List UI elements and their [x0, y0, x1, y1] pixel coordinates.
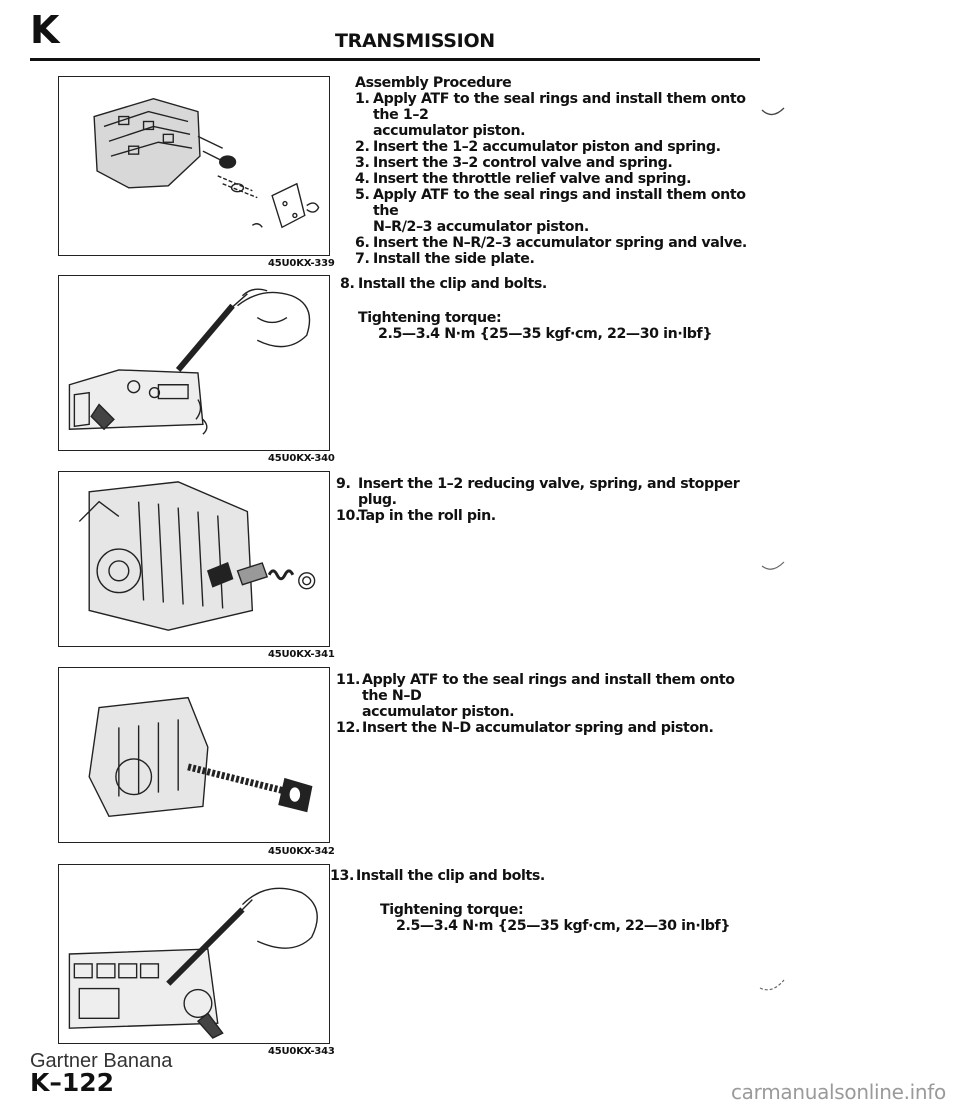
figure-342 — [58, 667, 330, 843]
step-12 — [336, 720, 761, 736]
figure-340-code: 45U0KX-340 — [268, 453, 335, 464]
figure-341-code: 45U0KX-341 — [268, 649, 335, 660]
figure-343 — [58, 864, 330, 1044]
page-number: K–122 — [30, 1068, 115, 1097]
figure-343-code: 45U0KX-343 — [268, 1046, 335, 1057]
step-number: 9. — [336, 476, 351, 492]
margin-mark — [760, 106, 786, 120]
step-11 — [336, 672, 761, 720]
step-number: 11. — [336, 672, 360, 688]
step-number: 4. — [355, 171, 370, 187]
watermark: carmanualsonline.info — [730, 1080, 946, 1104]
step-5 — [355, 187, 765, 235]
step-number: 10. — [336, 508, 360, 524]
step-number: 6. — [355, 235, 370, 251]
figure-340 — [58, 275, 330, 451]
page-title: TRANSMISSION — [335, 30, 495, 52]
torque-value: 2.5—3.4 N·m {25—35 kgf·cm, 22—30 in·lbf} — [378, 326, 713, 342]
margin-mark — [758, 978, 786, 994]
step-number: 5. — [355, 187, 370, 203]
step-text-line: Apply ATF to the seal rings and install them onto the 1–2 — [373, 91, 746, 123]
step-number: 8. — [340, 276, 355, 292]
step-text-line: Install the side plate. — [373, 251, 535, 267]
assembly-steps-list — [355, 91, 765, 267]
step-2 — [355, 139, 765, 155]
section-step-8 — [340, 276, 760, 342]
step-text-line: Insert the N–R/2–3 accumulator spring and valve. — [373, 235, 747, 251]
figure-340-illustration — [59, 276, 329, 450]
step-text: Insert the 1–2 reducing valve, spring, and stopper plug. — [358, 476, 740, 508]
step-number: 7. — [355, 251, 370, 267]
step-text-line: N–R/2–3 accumulator piston. — [373, 219, 589, 235]
header-rule — [30, 58, 760, 61]
figure-341-illustration — [59, 472, 329, 646]
figure-343-illustration — [59, 865, 329, 1043]
step-1 — [355, 91, 765, 139]
step-number: 12. — [336, 720, 360, 736]
figure-342-illustration — [59, 668, 329, 842]
step-10 — [336, 508, 761, 524]
torque-label: Tightening torque: — [358, 310, 502, 326]
step-text-line: Insert the N–D accumulator spring and piston. — [362, 720, 714, 736]
step-text-line: Apply ATF to the seal rings and install them onto the N–D — [362, 672, 735, 704]
figure-339-illustration — [59, 77, 329, 255]
step-7 — [355, 251, 765, 267]
step-text-line: accumulator piston. — [362, 704, 515, 720]
step-text: Install the clip and bolts. — [356, 868, 545, 884]
torque-label: Tightening torque: — [380, 902, 524, 918]
step-text: Install the clip and bolts. — [358, 276, 547, 292]
step-text: Tap in the roll pin. — [358, 508, 496, 524]
step-4 — [355, 171, 765, 187]
step-8 — [340, 276, 760, 292]
figure-342-code: 45U0KX-342 — [268, 846, 335, 857]
margin-mark — [760, 560, 786, 574]
step-text-line: Insert the 3–2 control valve and spring. — [373, 155, 673, 171]
figure-341 — [58, 471, 330, 647]
figure-339-code: 45U0KX-339 — [268, 258, 335, 269]
section-step-13 — [330, 868, 760, 934]
step-number: 1. — [355, 91, 370, 107]
section-steps-9-10 — [336, 476, 761, 524]
step-3 — [355, 155, 765, 171]
step-13 — [330, 868, 760, 884]
step-text-line: accumulator piston. — [373, 123, 526, 139]
assembly-procedure-section — [355, 75, 765, 267]
step-number: 13. — [330, 868, 354, 884]
step-text-line: Apply ATF to the seal rings and install them onto the — [373, 187, 746, 219]
section-letter: K — [30, 8, 60, 52]
steps-11-12-list — [336, 672, 761, 736]
step-6 — [355, 235, 765, 251]
footer-brand: Gartner Banana — [30, 1050, 173, 1072]
torque-value: 2.5—3.4 N·m {25—35 kgf·cm, 22—30 in·lbf} — [396, 918, 731, 934]
step-text-line: Insert the 1–2 accumulator piston and spring. — [373, 139, 721, 155]
step-number: 2. — [355, 139, 370, 155]
section-steps-11-12 — [336, 672, 761, 736]
figure-339 — [58, 76, 330, 256]
step-number: 3. — [355, 155, 370, 171]
step-text-line: Insert the throttle relief valve and spring. — [373, 171, 692, 187]
step-9 — [336, 476, 761, 508]
assembly-procedure-heading: Assembly Procedure — [355, 75, 512, 91]
